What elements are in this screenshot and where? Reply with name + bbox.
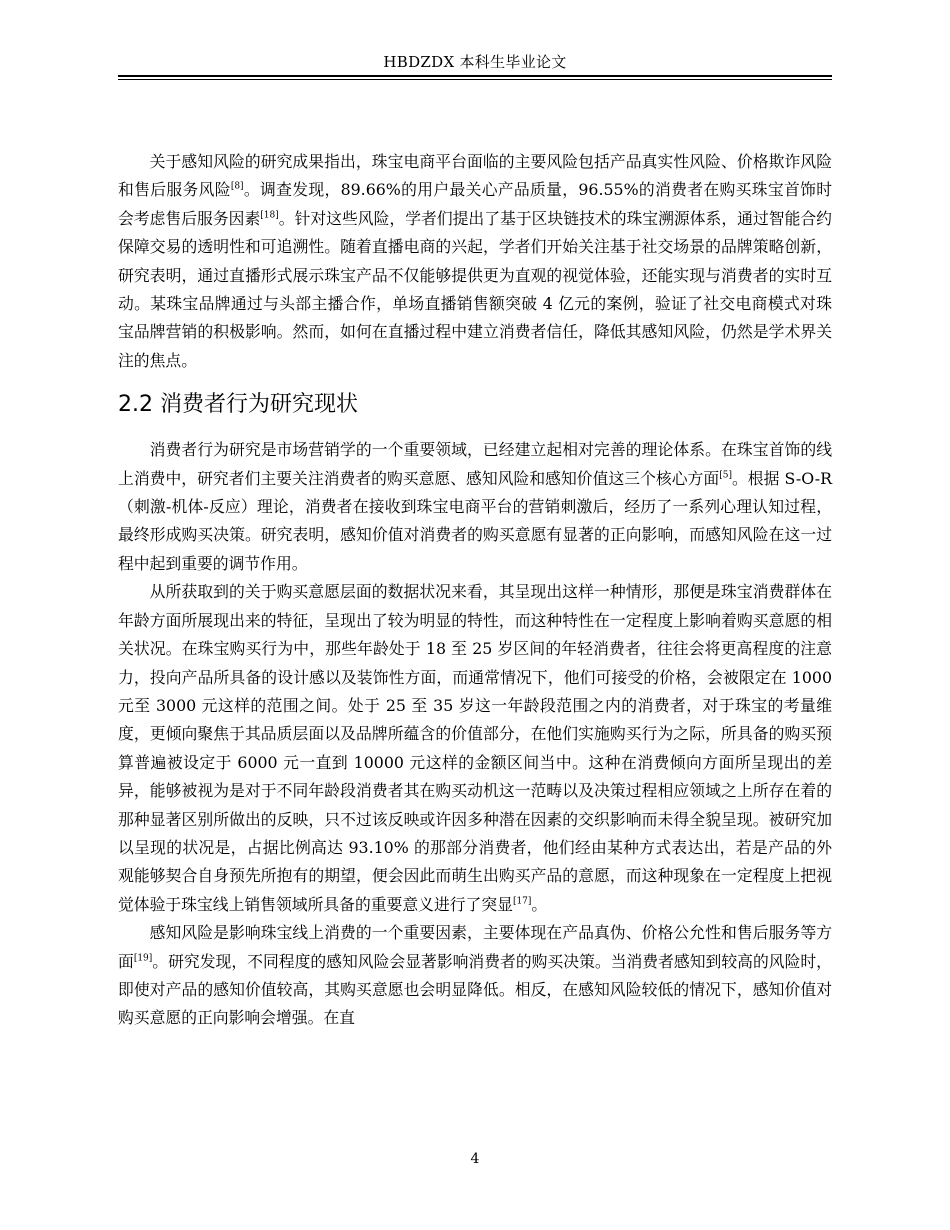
citation-ref: [17]: [512, 896, 532, 907]
section-heading: 2.2 消费者行为研究现状: [118, 392, 358, 418]
citation-ref: [8]: [230, 182, 244, 193]
citation-ref: [19]: [133, 953, 153, 964]
running-header: HBDZDX 本科生毕业论文: [383, 53, 567, 71]
citation-ref: [5]: [719, 470, 732, 481]
page-number: 4: [470, 1151, 480, 1167]
text-run: 感知风险是影响珠宝线上消费的一个重要因素，主要体现在产品真伪、价格公允性和售后服务等方面: [118, 923, 832, 971]
text-run: 。根据 S-O-R（刺激-机体-反应）理论，消费者在接收到珠宝电商平台的营销刺激后，经历了一系列心理认知过程，最终形成购买决策。研究表明，感知价值对消费者的购买意愿有显著的正向影响，而感知风险在这一过程中起到重要的调节作用。: [118, 468, 832, 573]
header-rule-thick: [118, 75, 832, 77]
text-run: 。研究发现，不同程度的感知风险会显著影响消费者的购买决策。当消费者感知到较高的风险时，即使对产品的感知价值较高，其购买意愿也会明显降低。相反，在感知风险较低的情况下，感知价值对购买意愿的正向影响会增强。在直: [118, 951, 832, 1028]
text-run: 消费者行为研究是市场营销学的一个重要领域，已经建立起相对完善的理论体系。在珠宝首饰的线上消费中，研究者们主要关注消费者的购买意愿、感知风险和感知价值这三个核心方面: [118, 440, 832, 488]
paragraph-perceived-risk-findings: [118, 148, 832, 375]
header-rule-thin: [118, 79, 832, 80]
citation-ref: [18]: [260, 210, 279, 221]
body-text: [118, 148, 832, 1033]
paragraph-perceived-risk-impact: [118, 919, 832, 1033]
text-run: 从所获取到的关于购买意愿层面的数据状况来看，其呈现出这样一种情形，那便是珠宝消费群体在年龄方面所展现出来的特征，呈现出了较为明显的特性，而这种特性在一定程度上影响着购买意愿的相关状况。在珠宝购买行为中，那些年龄处于 18 至 25 岁区间的年轻消费者，往往会将更高程度的注意力，投向产品所具备的设计感以及装饰性方面，而通常情况下，他们可接受的价格，会被限定在 1000 元至 3000 元这样的范围之间。处于 25 至 35 岁这一年龄段范围之内的消费者，对于珠宝的考量维度，更倾向聚焦于其品质层面以及品牌所蕴含的价值部分，在他们实施购买行为之际，所具备的购买预算普遍被设定于 6000 元一直到 10000 元这样的金额区间当中。这种在消费倾向方面所呈现出的差异，能够被视为是对于不同年龄段消费者其在购买动机这一范畴以及决策过程相应领域之上所存在着的那种显著区别所做出的反映，只不过该反映或许因多种潜在因素的交织影响而未得全貌呈现。被研究加以呈现的状况是，占据比例高达 93.10% 的那部分消费者，他们经由某种方式表达出，若是产品的外观能够契合自身预先所抱有的期望，便会因此而萌生出购买产品的意愿，而这种现象在一定程度上把视觉体验于珠宝线上销售领域所具备的重要意义进行了突显: [118, 582, 832, 914]
paragraph-purchase-intention: [118, 578, 832, 919]
text-run: 。针对这些风险，学者们提出了基于区块链技术的珠宝溯源体系，通过智能合约保障交易的透明性和可追溯性。随着直播电商的兴起，学者们开始关注基于社交场景的品牌策略创新，研究表明，通过直播形式展示珠宝产品不仅能够提供更为直观的视觉体验，还能实现与消费者的实时互动。某珠宝品牌通过与头部主播合作，单场直播销售额突破 4 亿元的案例，验证了社交电商模式对珠宝品牌营销的积极影响。然而，如何在直播过程中建立消费者信任，降低其感知风险，仍然是学术界关注的焦点。: [118, 208, 832, 370]
paragraph-consumer-behavior: [118, 436, 832, 578]
text-run: 关于感知风险的研究成果指出，珠宝电商平台面临的主要风险包括产品真实性风险、价格欺诈风险和售后服务风险: [118, 152, 832, 200]
text-run: 。调查发现，89.66%的用户最关心产品质量，96.55%的消费者在购买珠宝首饰时会考虑售后服务因素: [118, 180, 832, 228]
text-run: 。: [531, 894, 548, 914]
